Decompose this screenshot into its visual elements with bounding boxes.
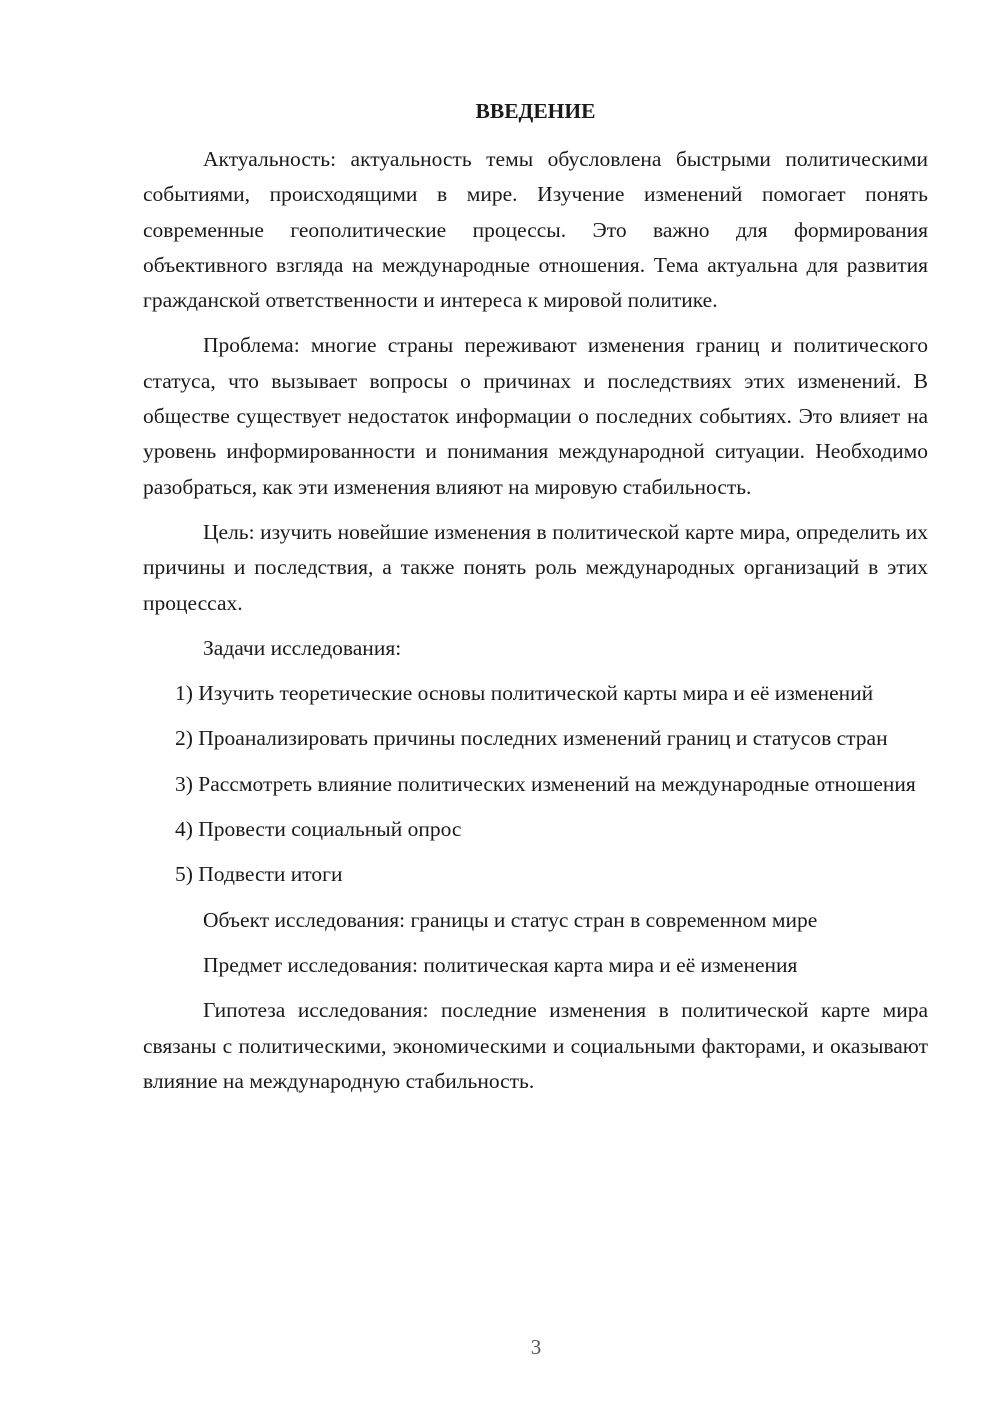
- page-number: 3: [530, 1335, 542, 1359]
- problem-paragraph: Проблема: многие страны переживают изменения границ и политического статуса, что вызывает вопросы о причинах и последствиях этих изменений. В обществе существует недостаток информации о последних событиях. Это влияет на уровень информированности и понимания международной ситуации. Необходимо разобраться, как эти изменения влияют на мировую стабильность.: [143, 333, 928, 499]
- hypothesis-paragraph: Гипотеза исследования: последние изменения в политической карте мира связаны с политическими, экономическими и социальными факторами, и оказывают влияние на международную стабильность.: [143, 998, 928, 1093]
- task-item-1: 1) Изучить теоретические основы политической карты мира и её изменений: [175, 681, 874, 706]
- relevance-paragraph: Актуальность: актуальность темы обусловлена быстрыми политическими событиями, происходящими в мире. Изучение изменений помогает понять современные геополитические процессы. Это важно для формирования объективного взгляда на международные отношения. Тема актуальна для развития гражданской ответственности и интереса к мировой политике.: [143, 147, 928, 313]
- task-item-5: 5) Подвести итоги: [175, 862, 343, 887]
- subject-paragraph: Предмет исследования: политическая карта мира и её изменения: [203, 952, 798, 977]
- task-item-3: 3) Рассмотреть влияние политических изменений на международные отношения: [175, 771, 916, 796]
- tasks-heading: Задачи исследования:: [203, 635, 402, 660]
- page-title: ВВЕДЕНИЕ: [475, 99, 596, 123]
- task-item-4: 4) Провести социальный опрос: [175, 817, 462, 842]
- document-body: [143, 142, 928, 1109]
- goal-paragraph: Цель: изучить новейшие изменения в политической карте мира, определить их причины и последствия, а также понять роль международных организаций в этих процессах.: [143, 519, 928, 615]
- object-paragraph: Объект исследования: границы и статус стран в современном мире: [203, 907, 818, 932]
- task-item-2: 2) Проанализировать причины последних изменений границ и статусов стран: [175, 726, 888, 751]
